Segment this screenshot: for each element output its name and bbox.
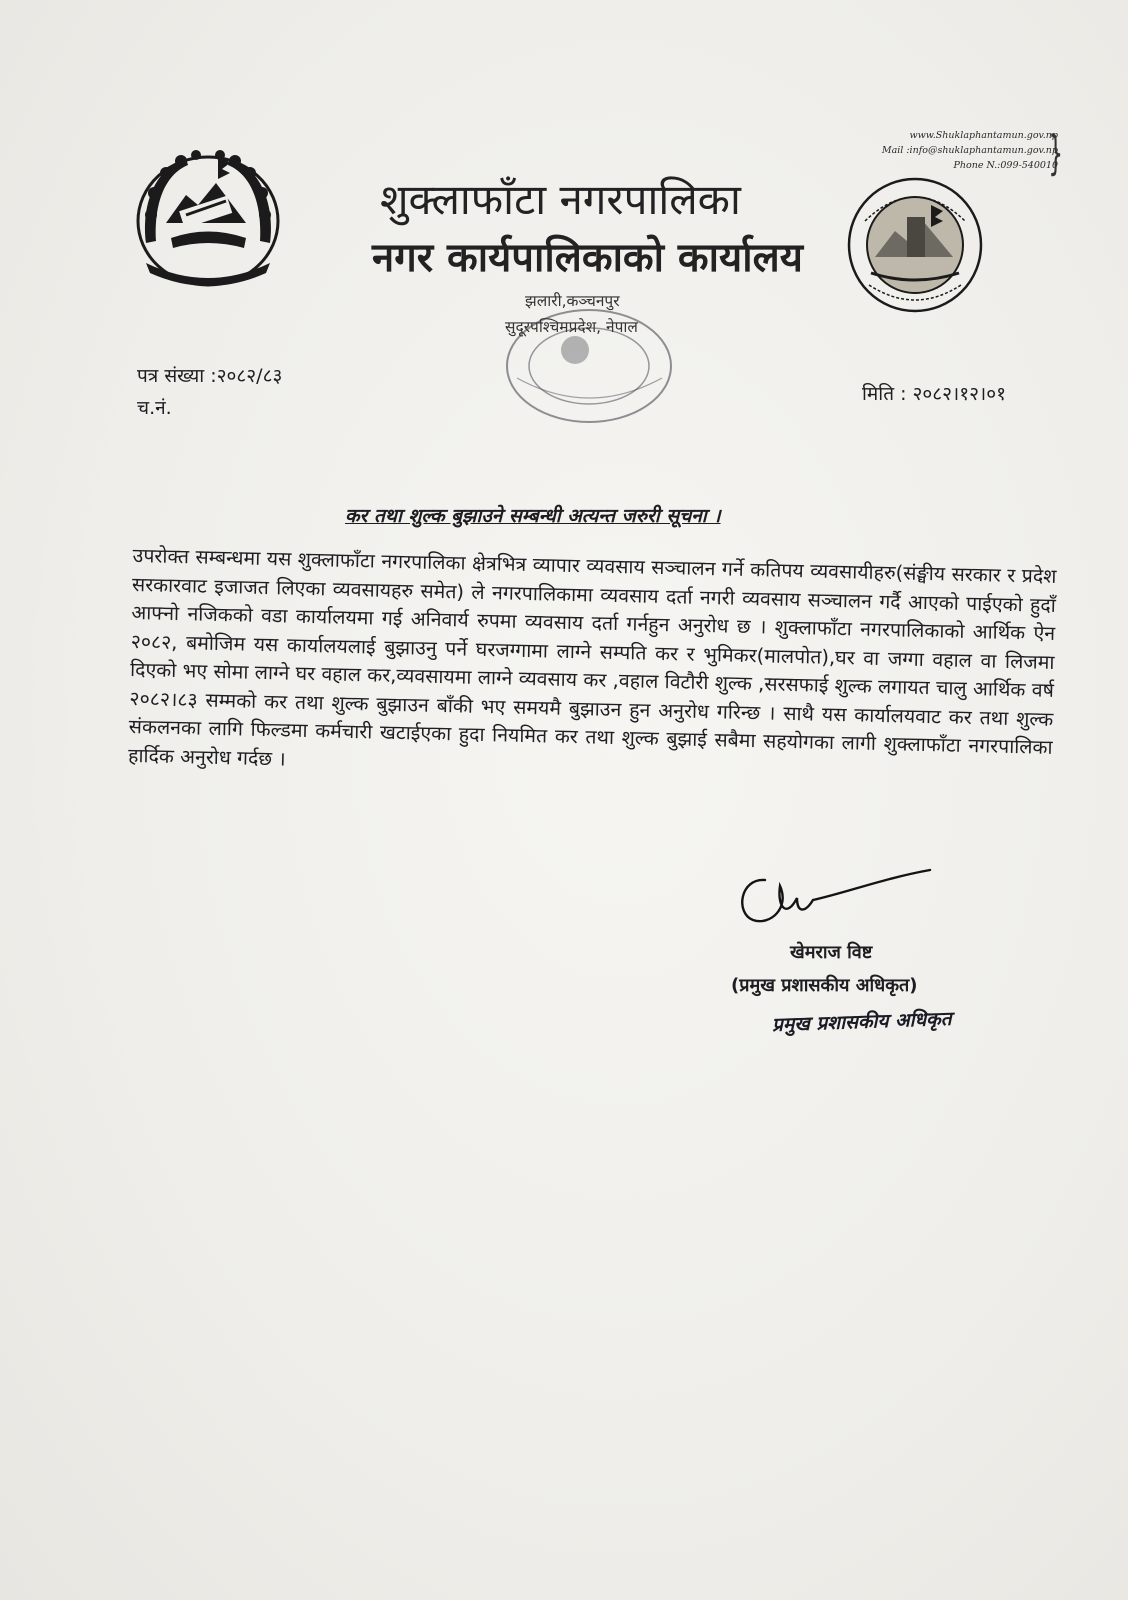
- address-province: सुदूरपश्चिमप्रदेश, नेपाल: [505, 318, 638, 336]
- phone-text: Phone N.:099-540010: [953, 160, 1058, 171]
- nepal-emblem-icon: [126, 143, 290, 291]
- office-name: नगर कार्यपालिकाको कार्यालय: [372, 235, 803, 281]
- letter-body: उपरोक्त सम्बन्धमा यस शुक्लाफाँटा नगरपालिका क्षेत्रभित्र व्यापार व्यवसाय सञ्चालन गर्ने कतिपय व्यवसायीहरु(संङ्घीय सरकार र प्रदेश सरकारवाट इजाजत लिएका व्यवसायहरु समेत) ले नगरपालिकामा व्यवसाय दर्ता नगरी व्यवसाय सञ्चालन गर्दै आएको पाईएको हुदाँ आफ्नो नजिकको वडा कार्यालयमा गई अनिवार्य रुपमा व्यवसाय दर्ता गर्नहुन अनुरोध छ । शुक्लाफाँटा नगरपालिकाको आर्थिक ऐन २०८२, बमोजिम यस कार्यालयलाई बुझाउनु पर्ने घरजग्गामा लाग्ने सम्पति कर र भुमिकर(मालपोत),घर वा जग्गा वहाल वा लिजमा दिएको भए सोमा लाग्ने घर वहाल कर,व्यवसायमा लाग्ने व्यवसाय कर ,वहाल विटौरी शुल्क ,सरसफाई शुल्क लगायत चालु आर्थिक वर्ष २०८२।८३ सम्मको कर तथा शुल्क बुझाउन बाँकी भए समयमै बुझाउन हुन अनुरोध गरिन्छ । साथै यस कार्यालयवाट कर तथा शुल्क संकलनका लागि फिल्डमा कर्मचारी खटाईएका हुदा नियमित कर तथा शुल्क बुझाई सबैमा सहयोगका लागी शुक्लाफाँटा नगरपालिका हार्दिक अनुरोध गर्दछ ।: [127, 543, 1057, 771]
- address-district: झलारी,कञ्चनपुर: [525, 292, 620, 310]
- letter-number: पत्र संख्या :२०८२/८३: [137, 365, 283, 387]
- letter-reference: [137, 360, 282, 424]
- handwritten-signature: [735, 868, 945, 948]
- municipality-name: शुक्लाफाँटा नगरपालिका: [380, 175, 741, 224]
- subject-heading: कर तथा शुल्क बुझाउने सम्बन्धी अत्यन्त जरुरी सूचना ।: [345, 505, 721, 527]
- municipality-seal-icon: [845, 175, 985, 315]
- brace-icon: }: [1048, 126, 1063, 180]
- dispatch-number: च.नं.: [137, 397, 172, 419]
- signer-name: खेमराज विष्ट: [790, 942, 873, 963]
- letter-date: मिति : २०८२।१२।०१: [862, 383, 1006, 405]
- address-block: [505, 288, 638, 340]
- designation-stamp: प्रमुख प्रशासकीय अधिकृत: [771, 1007, 952, 1037]
- email-text: Mail :info@shuklaphantamun.gov.np: [881, 145, 1058, 156]
- signer-designation: (प्रमुख प्रशासकीय अधिकृत): [731, 975, 918, 996]
- website-text: www.Shuklaphantamun.gov.np: [909, 130, 1058, 141]
- contact-block: [828, 128, 1058, 173]
